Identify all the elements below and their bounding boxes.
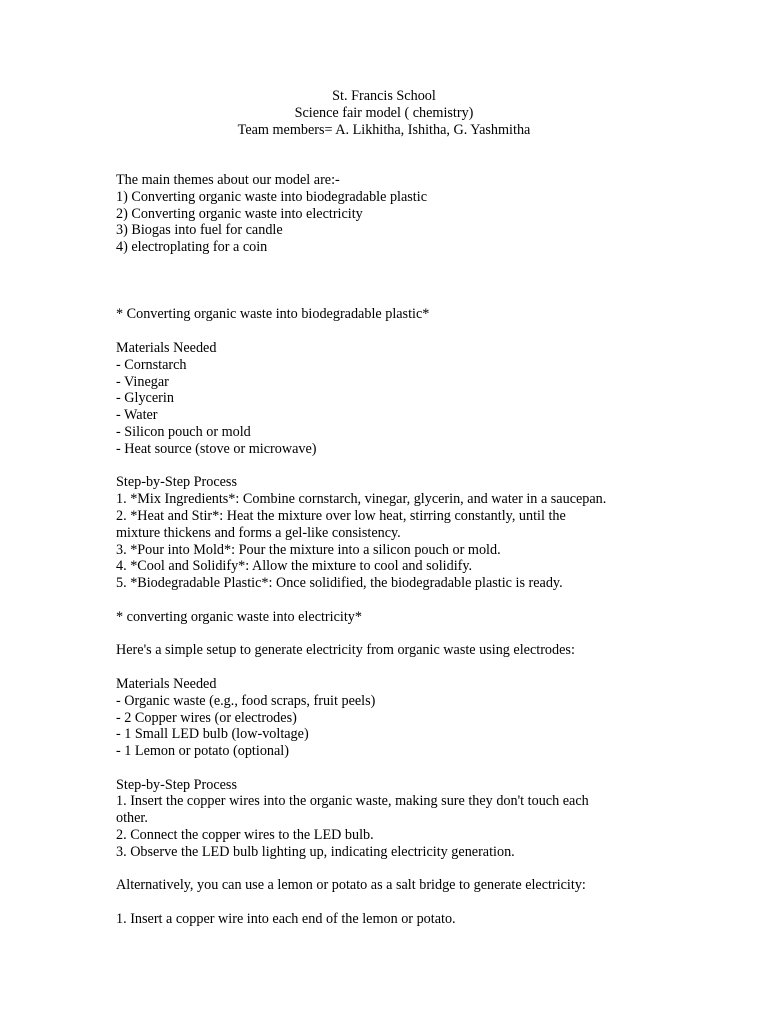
school-name: St. Francis School	[332, 88, 436, 104]
step-item: 3. *Pour into Mold*: Pour the mixture into a silicon pouch or mold.	[116, 541, 501, 558]
section-intro: Here's a simple setup to generate electricity from organic waste using electrodes:	[116, 642, 575, 659]
step-item: 4. *Cool and Solidify*: Allow the mixture to cool and solidify.	[116, 558, 473, 575]
step-item: 2. Connect the copper wires to the LED bulb.	[116, 827, 374, 844]
theme-item: 1) Converting organic waste into biodegradable plastic	[116, 188, 427, 205]
material-item: - Vinegar	[116, 373, 169, 390]
document-subtitle: Science fair model ( chemistry)	[294, 104, 474, 121]
materials-heading: Materials Needed	[116, 339, 217, 356]
step-item: mixture thickens and forms a gel-like consistency.	[116, 524, 401, 541]
material-item: - Organic waste (e.g., food scraps, fruit peels)	[116, 692, 376, 709]
spacer	[116, 323, 676, 340]
spacer	[116, 760, 676, 777]
materials-heading: Materials Needed	[116, 675, 217, 692]
theme-item: 3) Biogas into fuel for candle	[116, 222, 283, 239]
document-header	[0, 88, 768, 138]
document-body	[116, 172, 676, 928]
material-item: - 1 Small LED bulb (low-voltage)	[116, 726, 309, 743]
electricity-section	[116, 609, 676, 928]
spacer	[116, 894, 676, 911]
step-item: 1. Insert a copper wire into each end of the lemon or potato.	[116, 911, 456, 928]
material-item: - Glycerin	[116, 390, 174, 407]
steps-heading: Step-by-Step Process	[116, 474, 237, 491]
material-item: - Heat source (stove or microwave)	[116, 440, 317, 457]
themes-section	[116, 172, 676, 256]
material-item: - Water	[116, 407, 158, 424]
step-item: other.	[116, 810, 148, 827]
spacer	[116, 861, 676, 878]
section-heading: * Converting organic waste into biodegradable plastic*	[116, 306, 430, 323]
material-item: - 2 Copper wires (or electrodes)	[116, 709, 297, 726]
theme-item: 4) electroplating for a coin	[116, 239, 268, 256]
team-members: Team members= A. Likhitha, Ishitha, G. Yashmitha	[237, 121, 531, 138]
step-item: 2. *Heat and Stir*: Heat the mixture over low heat, stirring constantly, until the	[116, 507, 566, 524]
plastic-section	[116, 306, 676, 592]
theme-item: 2) Converting organic waste into electricity	[116, 205, 363, 222]
themes-intro: The main themes about our model are:-	[116, 172, 340, 188]
spacer	[116, 659, 676, 676]
spacer	[116, 626, 676, 643]
spacer	[116, 256, 676, 306]
step-item: 1. *Mix Ingredients*: Combine cornstarch, vinegar, glycerin, and water in a saucepan.	[116, 491, 607, 508]
steps-heading: Step-by-Step Process	[116, 776, 237, 793]
material-item: - Silicon pouch or mold	[116, 423, 251, 440]
alternative-text: Alternatively, you can use a lemon or potato as a salt bridge to generate electricity:	[116, 877, 586, 894]
material-item: - 1 Lemon or potato (optional)	[116, 743, 289, 760]
material-item: - Cornstarch	[116, 356, 187, 373]
spacer	[116, 592, 676, 609]
step-item: 1. Insert the copper wires into the organic waste, making sure they don't touch each	[116, 793, 589, 810]
step-item: 5. *Biodegradable Plastic*: Once solidified, the biodegradable plastic is ready.	[116, 575, 563, 592]
step-item: 3. Observe the LED bulb lighting up, indicating electricity generation.	[116, 843, 515, 860]
section-heading: * converting organic waste into electricity*	[116, 608, 362, 625]
spacer	[116, 458, 676, 475]
